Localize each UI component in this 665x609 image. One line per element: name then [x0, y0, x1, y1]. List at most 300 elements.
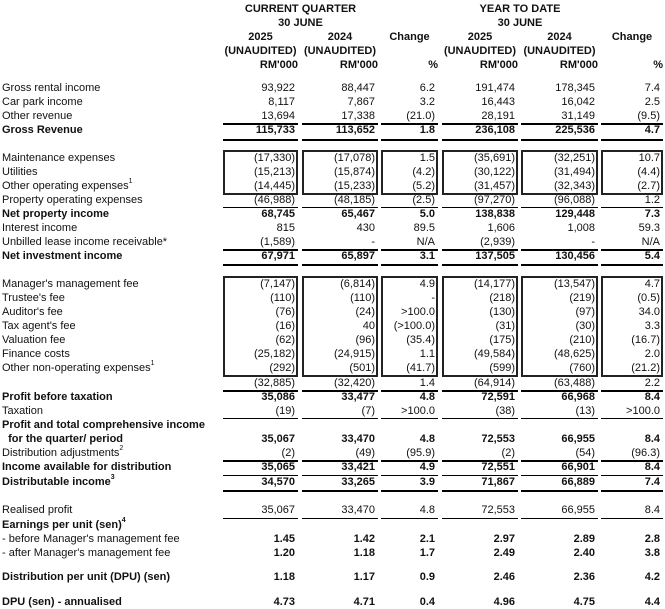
row-value: (49) — [355, 447, 375, 459]
rule-line — [223, 139, 298, 141]
row-label — [2, 292, 65, 304]
row-label-text: Taxation — [2, 405, 43, 417]
col-header-change: Change — [389, 31, 430, 43]
row-label — [2, 250, 122, 262]
row-value: 72,551 — [481, 461, 515, 473]
rule-line — [521, 264, 598, 266]
row-value: 34.0 — [638, 306, 660, 318]
row-value: 430 — [356, 222, 375, 234]
rule-line — [442, 490, 518, 492]
row-value: (54) — [575, 447, 595, 459]
row-value: 35,067 — [261, 433, 295, 445]
row-label — [2, 571, 170, 583]
row-value: (41.7) — [406, 362, 435, 374]
row-value: (2,939) — [480, 236, 515, 248]
row-value: 1.20 — [273, 547, 295, 559]
row-value: (38) — [495, 405, 515, 417]
row-value: 8.4 — [644, 391, 660, 403]
row-value: >100.0 — [626, 405, 660, 417]
row-value: 7.3 — [644, 208, 660, 220]
row-label — [2, 405, 43, 417]
row-label-text: Distribution adjustments — [2, 447, 120, 459]
row-value: 6.2 — [419, 82, 435, 94]
row-value: 13,694 — [261, 110, 295, 122]
row-value: (110) — [350, 292, 375, 304]
row-value: 2.2 — [644, 377, 660, 389]
row-value: 4.9 — [419, 461, 435, 473]
row-label — [2, 362, 155, 374]
row-value: 33,421 — [341, 461, 375, 473]
row-value: (15,233) — [334, 180, 375, 192]
row-value: (15,874) — [334, 166, 375, 178]
row-value: (63,488) — [554, 377, 595, 389]
row-value: 34,570 — [261, 476, 295, 488]
row-value: 4.9 — [419, 278, 435, 290]
row-label-text: - before Manager's management fee — [2, 533, 180, 545]
row-value: (31) — [495, 320, 515, 332]
row-label-text: Other operating expenses — [2, 180, 129, 192]
row-value: 4.8 — [419, 504, 435, 516]
row-value: (218) — [489, 292, 515, 304]
row-value: 1.8 — [419, 124, 435, 136]
row-value: (21.2) — [631, 362, 660, 374]
row-value: (4.4) — [637, 166, 660, 178]
row-label-text: Realised profit — [2, 504, 73, 516]
row-value: (760) — [569, 362, 595, 374]
row-value: 33,470 — [341, 504, 375, 516]
row-value: 72,591 — [481, 391, 515, 403]
row-label — [2, 278, 139, 290]
row-label-text: Auditor's fee — [2, 306, 63, 318]
rule-line — [381, 418, 438, 419]
col-header-year: 2024 — [327, 31, 353, 43]
row-value: (49,584) — [474, 348, 515, 360]
row-value: (35.4) — [406, 334, 435, 346]
row-value: (501) — [349, 362, 375, 374]
row-value: (130) — [489, 306, 515, 318]
row-value: (15,213) — [254, 166, 295, 178]
row-value: 71,867 — [481, 476, 515, 488]
footnote-marker: 1 — [150, 360, 155, 367]
row-label — [2, 596, 122, 608]
row-label — [2, 166, 37, 178]
col-header-status: (UNAUDITED) — [443, 45, 517, 57]
row-value: 7.4 — [644, 476, 660, 488]
row-label-text: Other non-operating expenses — [2, 362, 151, 374]
row-value: (31,457) — [474, 180, 515, 192]
row-value: 3.8 — [644, 547, 660, 559]
group-subheader-current-quarter: 30 JUNE — [278, 17, 323, 29]
row-value: 1,606 — [487, 222, 515, 234]
col-header-status: (UNAUDITED) — [303, 45, 377, 57]
row-value: 1.2 — [644, 194, 660, 206]
row-label-text: Finance costs — [2, 348, 70, 360]
row-value: 2.1 — [419, 533, 435, 545]
row-value: 1,008 — [567, 222, 595, 234]
row-value: (13,547) — [554, 278, 595, 290]
row-value: (64,914) — [474, 377, 515, 389]
row-value: 7.4 — [644, 82, 660, 94]
row-value: 89.5 — [413, 222, 435, 234]
row-value: 65,897 — [341, 250, 375, 262]
row-label — [2, 306, 63, 318]
rule-line — [601, 518, 663, 519]
rule-line — [223, 490, 298, 492]
rule-line — [302, 139, 378, 141]
row-label — [2, 208, 109, 220]
row-value: 1.17 — [353, 571, 375, 583]
row-value: 8.4 — [644, 504, 660, 516]
row-value: (35,691) — [474, 152, 515, 164]
row-label-text: Unbilled lease income receivable* — [2, 236, 168, 248]
row-label-text: for the quarter/ period — [2, 433, 124, 445]
row-label — [2, 547, 170, 559]
row-label-text: Maintenance expenses — [2, 152, 116, 164]
row-label — [2, 476, 115, 488]
rule-line — [442, 518, 518, 519]
row-label-text: Manager's management fee — [2, 278, 139, 290]
row-value: 4.7 — [644, 278, 660, 290]
row-value: 1.45 — [273, 533, 295, 545]
footnote-marker: 1 — [128, 178, 133, 185]
row-label — [2, 433, 123, 445]
rule-line — [223, 418, 298, 419]
row-value: (62) — [275, 334, 295, 346]
rule-line — [223, 264, 298, 266]
row-value: (25,182) — [254, 348, 295, 360]
row-label — [2, 82, 100, 94]
col-header-unit: % — [428, 59, 438, 71]
row-value: (30,122) — [474, 166, 515, 178]
row-value: 1.5 — [419, 152, 435, 164]
row-value: 72,553 — [481, 504, 515, 516]
row-label — [2, 222, 77, 234]
row-value: (32,885) — [254, 377, 295, 389]
row-value: (14,177) — [474, 278, 515, 290]
row-label — [2, 348, 70, 360]
row-value: 2.36 — [573, 571, 595, 583]
row-value: (175) — [489, 334, 515, 346]
row-value: 8.4 — [644, 461, 660, 473]
row-value: (110) — [270, 292, 295, 304]
rule-line — [381, 490, 438, 492]
row-value: 66,955 — [561, 504, 595, 516]
row-label — [2, 519, 126, 531]
row-value: - — [591, 236, 595, 248]
row-value: 33,265 — [341, 476, 375, 488]
row-value: 2.0 — [644, 348, 660, 360]
row-label — [2, 96, 83, 108]
row-value: (0.5) — [637, 292, 660, 304]
row-value: 33,470 — [341, 433, 375, 445]
row-value: (96.3) — [631, 447, 660, 459]
row-label-text: Net property income — [2, 208, 109, 220]
row-value: 16,443 — [481, 96, 515, 108]
row-value: 40 — [362, 320, 375, 332]
row-value: (14,445) — [254, 180, 295, 192]
row-value: (48,625) — [554, 348, 595, 360]
row-value: 3.2 — [419, 96, 435, 108]
rule-line — [302, 418, 378, 419]
row-value: 1.1 — [419, 348, 435, 360]
row-label-text: Tax agent's fee — [2, 320, 76, 332]
row-value: 2.40 — [573, 547, 595, 559]
row-value: (2.7) — [637, 180, 660, 192]
footnote-marker: 4 — [121, 517, 126, 524]
row-label-text: Valuation fee — [2, 334, 66, 346]
row-value: (31,494) — [554, 166, 595, 178]
rule-line — [302, 518, 378, 519]
row-label-text: Gross rental income — [2, 82, 101, 94]
row-label — [2, 533, 180, 545]
row-value: >100.0 — [401, 405, 435, 417]
row-value: 35,086 — [261, 391, 295, 403]
row-value: 68,745 — [261, 208, 295, 220]
row-value: (13) — [575, 405, 595, 417]
row-value: 66,889 — [561, 476, 595, 488]
row-label — [2, 124, 83, 136]
row-value: (2.5) — [412, 194, 435, 206]
row-label-text: Gross Revenue — [2, 124, 83, 136]
row-value: (7) — [361, 405, 375, 417]
row-value: (1,589) — [260, 236, 295, 248]
row-value: 1.18 — [353, 547, 375, 559]
row-value: (2) — [281, 447, 295, 459]
row-label — [2, 110, 72, 122]
row-value: (16.7) — [631, 334, 660, 346]
rule-line — [223, 518, 298, 519]
row-value: 0.4 — [419, 596, 435, 608]
row-value: 31,149 — [561, 110, 595, 122]
row-label-text: Interest income — [2, 222, 78, 234]
row-value: (599) — [489, 362, 515, 374]
row-value: 66,901 — [561, 461, 595, 473]
row-label-text: Earnings per unit (sen) — [2, 519, 122, 531]
row-value: 115,733 — [255, 124, 295, 136]
row-value: 59.3 — [638, 222, 660, 234]
row-value: 4.96 — [493, 596, 515, 608]
row-label-text: Car park income — [2, 96, 83, 108]
row-value: (97,270) — [474, 194, 515, 206]
row-label — [2, 194, 143, 206]
row-value: 72,553 — [481, 433, 515, 445]
row-value: N/A — [641, 236, 660, 248]
row-value: (16) — [275, 320, 295, 332]
row-value: 4.75 — [573, 596, 595, 608]
row-value: (96,088) — [554, 194, 595, 206]
row-value: (32,343) — [554, 180, 595, 192]
row-value: (7,147) — [260, 278, 295, 290]
rule-line — [442, 139, 518, 141]
rule-line — [601, 139, 663, 141]
row-value: (17,330) — [254, 152, 295, 164]
row-value: 2.49 — [493, 547, 515, 559]
row-value: 3.3 — [644, 320, 660, 332]
col-header-unit: RM'000 — [559, 59, 598, 71]
row-label-text: Distribution per unit (DPU) (sen) — [2, 571, 171, 583]
row-value: (32,251) — [554, 152, 595, 164]
row-label-text: Profit and total comprehensive income — [2, 419, 205, 431]
rule-line — [381, 139, 438, 141]
row-value: 2.46 — [493, 571, 515, 583]
col-header-unit: % — [653, 59, 663, 71]
rule-line — [521, 518, 598, 519]
row-value: - — [371, 236, 375, 248]
row-value: (210) — [569, 334, 595, 346]
row-value: (5.2) — [412, 180, 435, 192]
col-header-change: Change — [611, 31, 653, 43]
row-value: 28,191 — [481, 110, 515, 122]
row-value: 4.73 — [273, 596, 295, 608]
row-value: 2.8 — [644, 533, 660, 545]
row-value: 4.8 — [419, 433, 435, 445]
rule-line — [521, 418, 598, 419]
row-value: (17,078) — [334, 152, 375, 164]
row-label — [2, 461, 171, 473]
row-value: 815 — [276, 222, 295, 234]
col-header-year: 2024 — [547, 31, 572, 43]
row-value: 129,448 — [555, 208, 595, 220]
row-value: 35,067 — [261, 504, 295, 516]
rule-line — [442, 264, 518, 266]
row-value: 137,505 — [475, 250, 515, 262]
group-subheader-year-to-date: 30 JUNE — [497, 17, 543, 29]
row-label-text: Profit before taxation — [2, 391, 113, 403]
row-value: (24,915) — [334, 348, 375, 360]
rule-line — [521, 139, 598, 141]
footnote-marker: 3 — [110, 474, 115, 481]
row-value: (46,988) — [254, 194, 295, 206]
row-label-text: Other revenue — [2, 110, 73, 122]
row-value: (6,814) — [340, 278, 375, 290]
row-label — [2, 236, 167, 248]
row-label-text: - after Manager's management fee — [2, 547, 171, 559]
row-value: 1.4 — [419, 377, 435, 389]
row-value: 67,971 — [261, 250, 295, 262]
row-value: (48,185) — [334, 194, 375, 206]
row-value: 66,955 — [561, 433, 595, 445]
row-label-text: Utilities — [2, 166, 38, 178]
rule-line — [302, 490, 378, 492]
row-value: 236,108 — [475, 124, 515, 136]
row-value: (76) — [275, 306, 295, 318]
rule-line — [601, 418, 663, 419]
row-label — [2, 419, 205, 431]
row-value: 2.5 — [644, 96, 660, 108]
row-value: >100.0 — [401, 306, 435, 318]
row-value: 5.0 — [419, 208, 435, 220]
row-value: N/A — [416, 236, 435, 248]
col-header-unit: RM'000 — [259, 59, 298, 71]
row-value: 113,652 — [335, 124, 375, 136]
row-value: 3.9 — [419, 476, 435, 488]
row-value: 4.8 — [419, 391, 435, 403]
row-value: 1.7 — [419, 547, 435, 559]
row-label — [2, 447, 123, 459]
row-value: 225,536 — [555, 124, 595, 136]
col-header-year: 2025 — [467, 31, 493, 43]
row-label — [2, 504, 72, 516]
row-label-text: Property operating expenses — [2, 194, 143, 206]
row-value: 66,968 — [561, 391, 595, 403]
row-value: 1.42 — [353, 533, 375, 545]
row-value: 7,867 — [347, 96, 375, 108]
row-value: (21.0) — [406, 110, 435, 122]
row-value: 8,117 — [268, 96, 295, 108]
rule-line — [442, 418, 518, 419]
row-value: 2.89 — [573, 533, 595, 545]
row-value: (2) — [501, 447, 515, 459]
row-value: 1.18 — [273, 571, 295, 583]
row-value: (96) — [355, 334, 375, 346]
row-label — [2, 180, 133, 192]
row-value: 2.97 — [493, 533, 515, 545]
rule-line — [601, 264, 663, 266]
row-label-text: Distributable income — [2, 476, 111, 488]
row-label-text: Income available for distribution — [2, 461, 172, 473]
row-value: 191,474 — [475, 82, 515, 94]
row-value: 33,477 — [341, 391, 375, 403]
row-value: (4.2) — [412, 166, 435, 178]
row-value: 138,838 — [475, 208, 515, 220]
row-value: 3.1 — [419, 250, 435, 262]
rule-line — [381, 264, 438, 266]
row-value: 0.9 — [419, 571, 435, 583]
row-value: (97) — [575, 306, 595, 318]
row-value: 178,345 — [555, 82, 595, 94]
row-value: (>100.0) — [393, 320, 435, 332]
row-value: (292) — [269, 362, 295, 374]
row-value: (32,420) — [334, 377, 375, 389]
row-value: 17,338 — [341, 110, 375, 122]
row-label-text: Trustee's fee — [2, 292, 65, 304]
row-value: 4.2 — [644, 571, 660, 583]
rule-line — [302, 264, 378, 266]
row-label — [2, 391, 113, 403]
row-value: 4.71 — [353, 596, 375, 608]
row-label-text: DPU (sen) - annualised — [2, 596, 122, 608]
row-value: - — [431, 292, 435, 304]
row-value: 16,042 — [561, 96, 595, 108]
col-header-status: (UNAUDITED) — [224, 45, 297, 57]
row-value: (219) — [569, 292, 595, 304]
col-header-unit: RM'000 — [339, 59, 378, 71]
row-value: 4.4 — [644, 596, 660, 608]
row-label — [2, 320, 76, 332]
row-label-text: Net investment income — [2, 250, 123, 262]
rule-line — [521, 490, 598, 492]
rule-line — [381, 518, 438, 519]
row-value: 130,456 — [555, 250, 595, 262]
row-value: 10.7 — [638, 152, 660, 164]
footnote-marker: 2 — [119, 445, 124, 452]
col-header-unit: RM'000 — [479, 59, 518, 71]
row-value: (19) — [275, 405, 295, 417]
row-label — [2, 334, 65, 346]
row-value: 35,065 — [261, 461, 295, 473]
row-value: (95.9) — [406, 447, 435, 459]
row-value: (9.5) — [637, 110, 660, 122]
row-label — [2, 152, 115, 164]
row-value: 65,467 — [341, 208, 375, 220]
group-header-current-quarter: CURRENT QUARTER — [244, 3, 357, 15]
row-value: 4.7 — [644, 124, 660, 136]
group-header-year-to-date: YEAR TO DATE — [479, 3, 561, 15]
row-value: 5.4 — [644, 250, 660, 262]
col-header-year: 2025 — [248, 31, 273, 43]
row-value: (30) — [575, 320, 595, 332]
row-value: (24) — [355, 306, 375, 318]
